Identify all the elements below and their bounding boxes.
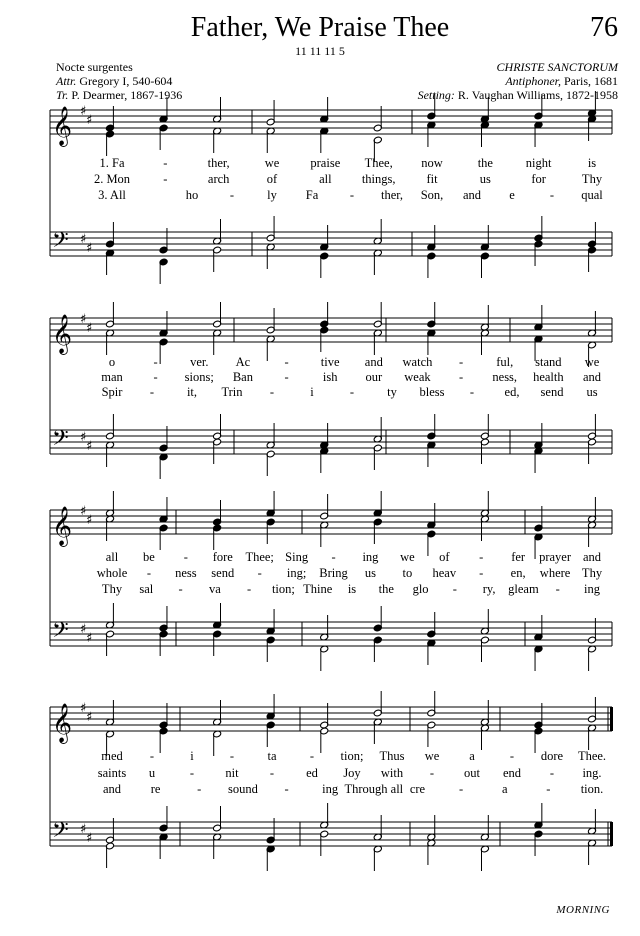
- lyric-syllable: saints: [97, 766, 127, 780]
- lyric-syllable: ho: [185, 188, 199, 202]
- lyric-syllable: ta: [267, 749, 277, 763]
- sharp-icon: ♯: [80, 232, 87, 247]
- lyric-syllable: dore: [540, 749, 564, 763]
- lyric-syllable: -: [229, 188, 235, 202]
- lyric-syllable: a: [501, 782, 508, 796]
- lyric-syllable: tion.: [580, 782, 604, 796]
- credit-line: Nocte surgentes: [56, 60, 133, 74]
- lyric-syllable: ty: [387, 385, 397, 399]
- lyric-syllable: ing: [584, 582, 600, 596]
- lyric-syllable: a: [469, 749, 475, 763]
- lyric-syllable: -: [257, 566, 262, 580]
- lyric-syllable: -: [349, 188, 355, 202]
- lyric-syllable: -: [163, 156, 168, 170]
- lyric-syllable: for: [531, 172, 546, 186]
- lyric-syllable: us: [586, 385, 598, 399]
- lyric-syllable: and: [582, 370, 602, 384]
- lyric-syllable: med: [101, 749, 123, 763]
- credit-line: Antiphoner, Paris, 1681: [505, 74, 618, 88]
- lyric-syllable: cre: [409, 782, 426, 796]
- lyric-syllable: ful,: [496, 355, 514, 369]
- lyric-syllable: ing;: [286, 566, 307, 580]
- lyric-syllable: -: [546, 782, 551, 796]
- lyric-syllable: ing.: [582, 766, 602, 780]
- lyric-syllable: Thee;: [245, 550, 274, 564]
- lyric-syllable: us: [479, 172, 491, 186]
- lyric-syllable: praise: [310, 156, 341, 170]
- bass-clef-icon: 𝄢: [52, 228, 69, 258]
- treble-clef-icon: 𝄞: [52, 506, 73, 546]
- lyric-syllable: -: [247, 582, 252, 596]
- lyric-syllable: -: [153, 370, 158, 384]
- lyric-syllable: is: [347, 582, 357, 596]
- lyric-syllable: qual: [581, 188, 603, 202]
- lyric-syllable: i: [310, 385, 314, 399]
- lyric-syllable: weak: [404, 370, 431, 384]
- sharp-icon: ♯: [86, 831, 93, 846]
- lyric-syllable: -: [458, 355, 464, 369]
- lyric-syllable: -: [284, 370, 289, 384]
- lyric-syllable: Thee.: [577, 749, 607, 763]
- lyric-syllable: -: [183, 550, 188, 564]
- bass-clef-icon: 𝄢: [52, 618, 69, 648]
- lyric-syllable: now: [421, 156, 443, 170]
- lyric-syllable: end: [502, 766, 522, 780]
- sharp-icon: ♯: [86, 113, 93, 128]
- lyric-syllable: i: [190, 749, 194, 763]
- lyric-syllable: Bring: [319, 566, 348, 580]
- treble-clef-icon: 𝄞: [52, 106, 73, 146]
- lyric-syllable: -: [149, 749, 155, 763]
- lyric-syllable: things,: [361, 172, 396, 186]
- lyric-syllable: with: [380, 766, 404, 780]
- lyric-syllable: ry,: [482, 582, 496, 596]
- credit-line: Setting: R. Vaughan Williams, 1872-1958: [417, 88, 618, 102]
- lyric-syllable: ness,: [492, 370, 518, 384]
- lyric-syllable: -: [549, 766, 555, 780]
- sharp-icon: ♯: [80, 622, 87, 637]
- lyric-syllable: and: [102, 782, 122, 796]
- sharp-icon: ♯: [80, 701, 87, 716]
- lyric-syllable: we: [584, 355, 600, 369]
- treble-clef-icon: 𝄞: [52, 703, 73, 743]
- lyric-syllable: arch: [207, 172, 230, 186]
- lyric-syllable: and: [582, 550, 602, 564]
- final-barline: [610, 822, 613, 846]
- lyric-syllable: ther,: [380, 188, 404, 202]
- sharp-icon: ♯: [86, 439, 93, 454]
- lyric-syllable: -: [331, 550, 336, 564]
- lyric-syllable: stand: [535, 355, 562, 369]
- lyric-syllable: re: [150, 782, 161, 796]
- lyric-syllable: fit: [426, 172, 438, 186]
- lyric-syllable: it,: [186, 385, 198, 399]
- lyric-syllable: our: [365, 370, 383, 384]
- sharp-icon: ♯: [86, 631, 93, 646]
- lyric-syllable: e: [509, 188, 515, 202]
- lyric-syllable: and: [364, 355, 383, 369]
- lyric-syllable: -: [163, 172, 168, 186]
- lyric-syllable: glo: [412, 582, 429, 596]
- lyric-syllable: -: [555, 582, 560, 596]
- lyric-syllable: en,: [510, 566, 526, 580]
- lyric-syllable: Son,: [420, 188, 444, 202]
- lyric-syllable: send: [540, 385, 564, 399]
- lyric-syllable: Fa: [305, 188, 319, 202]
- lyric-syllable: Thine: [303, 582, 333, 596]
- lyric-syllable: -: [479, 550, 484, 564]
- lyric-syllable: -: [229, 749, 235, 763]
- lyric-syllable: nit: [225, 766, 239, 780]
- sharp-icon: ♯: [86, 321, 93, 336]
- sharp-icon: ♯: [86, 513, 93, 528]
- lyric-syllable: to: [402, 566, 413, 580]
- bass-clef-icon: 𝄢: [52, 818, 69, 848]
- lyric-syllable: -: [469, 385, 475, 399]
- lyric-syllable: -: [429, 766, 435, 780]
- lyric-syllable: whole: [96, 566, 128, 580]
- lyric-syllable: Thee,: [364, 156, 393, 170]
- lyric-syllable: ed: [306, 766, 318, 780]
- lyric-syllable: 3. All: [98, 188, 126, 202]
- lyric-syllable: the: [378, 582, 394, 596]
- credit-line: Attr. Gregory I, 540-604: [56, 74, 173, 88]
- lyric-syllable: bless: [419, 385, 445, 399]
- sharp-icon: ♯: [86, 710, 93, 725]
- tune-name-note: MORNING: [556, 904, 610, 916]
- lyric-syllable: ness: [175, 566, 197, 580]
- lyric-syllable: -: [309, 749, 315, 763]
- lyric-syllable: sound: [227, 782, 258, 796]
- credit-line: Tr. P. Dearmer, 1867-1936: [56, 88, 183, 102]
- lyric-syllable: -: [509, 749, 515, 763]
- lyric-syllable: sions;: [184, 370, 214, 384]
- sharp-icon: ♯: [80, 104, 87, 119]
- lyric-syllable: Thy: [101, 582, 123, 596]
- lyric-syllable: Thy: [581, 172, 603, 186]
- lyric-syllable: man: [101, 370, 123, 384]
- lyric-syllable: be: [143, 550, 155, 564]
- lyric-syllable: -: [458, 370, 464, 384]
- treble-clef-icon: 𝄞: [52, 314, 73, 354]
- lyric-syllable: Thus: [379, 749, 405, 763]
- lyric-syllable: -: [452, 582, 457, 596]
- lyric-syllable: va: [208, 582, 221, 596]
- lyric-syllable: -: [349, 385, 355, 399]
- lyric-syllable: we: [264, 156, 280, 170]
- lyric-syllable: ing: [362, 550, 379, 564]
- lyric-syllable: ish: [322, 370, 338, 384]
- lyric-syllable: and: [462, 188, 482, 202]
- sharp-icon: ♯: [80, 312, 87, 327]
- lyric-syllable: o: [108, 355, 116, 369]
- lyric-syllable: ver.: [190, 355, 209, 369]
- lyric-syllable: tion;: [271, 582, 295, 596]
- lyric-syllable: we: [400, 550, 415, 564]
- lyric-syllable: Ban: [232, 370, 253, 384]
- lyric-syllable: us: [364, 566, 377, 580]
- lyric-syllable: ther,: [207, 156, 230, 170]
- lyric-syllable: tive: [320, 355, 340, 369]
- meter: 11 11 11 5: [295, 44, 345, 58]
- lyric-syllable: Through all: [344, 782, 404, 796]
- lyric-syllable: out: [464, 766, 480, 780]
- lyric-syllable: -: [458, 782, 464, 796]
- lyric-syllable: of: [439, 550, 450, 564]
- lyric-syllable: all: [319, 172, 332, 186]
- lyric-syllable: is: [587, 156, 597, 170]
- lyric-syllable: -: [153, 355, 158, 369]
- lyric-syllable: -: [146, 566, 152, 580]
- lyric-syllable: -: [189, 766, 195, 780]
- lyric-syllable: heav: [432, 566, 457, 580]
- sharp-icon: ♯: [86, 241, 93, 256]
- lyric-syllable: -: [479, 566, 484, 580]
- lyric-syllable: fer: [511, 550, 526, 564]
- lyric-syllable: Ac: [235, 355, 251, 369]
- lyric-syllable: sal: [139, 582, 154, 596]
- lyric-syllable: -: [284, 355, 289, 369]
- lyric-syllable: fore: [212, 550, 233, 564]
- lyric-syllable: tion;: [340, 749, 364, 763]
- lyric-syllable: Thy: [581, 566, 603, 580]
- lyric-syllable: gleam: [508, 582, 539, 596]
- hymn-number: 76: [590, 12, 618, 43]
- sharp-icon: ♯: [80, 430, 87, 445]
- lyric-syllable: prayer: [539, 550, 572, 564]
- bass-clef-icon: 𝄢: [52, 426, 69, 456]
- lyric-syllable: ly: [267, 188, 277, 202]
- lyric-syllable: -: [269, 766, 275, 780]
- lyric-syllable: night: [525, 156, 552, 170]
- lyric-syllable: of: [266, 172, 278, 186]
- lyric-syllable: Sing: [285, 550, 309, 564]
- lyric-syllable: send: [211, 566, 235, 580]
- sharp-icon: ♯: [80, 822, 87, 837]
- sharp-icon: ♯: [80, 504, 87, 519]
- lyric-syllable: ed,: [504, 385, 520, 399]
- lyric-syllable: -: [197, 782, 202, 796]
- lyric-syllable: u: [148, 766, 156, 780]
- hymn-title: Father, We Praise Thee: [190, 12, 450, 43]
- lyric-syllable: 1. Fa: [99, 156, 125, 170]
- lyric-syllable: -: [149, 385, 155, 399]
- lyric-syllable: where: [539, 566, 571, 580]
- lyric-syllable: the: [477, 156, 493, 170]
- final-barline: [610, 707, 613, 731]
- lyric-syllable: 2. Mon: [93, 172, 131, 186]
- lyric-syllable: Spir: [101, 385, 123, 399]
- credit-line: CHRISTE SANCTORUM: [496, 60, 618, 74]
- lyric-syllable: Joy: [343, 766, 361, 780]
- lyric-syllable: all: [105, 550, 119, 564]
- lyric-syllable: -: [284, 782, 289, 796]
- lyric-syllable: health: [533, 370, 564, 384]
- lyric-syllable: watch: [402, 355, 433, 369]
- lyric-syllable: -: [178, 582, 183, 596]
- lyric-syllable: ing: [322, 782, 339, 796]
- lyric-syllable: -: [549, 188, 555, 202]
- lyric-syllable: Trin: [221, 385, 243, 399]
- lyric-syllable: -: [269, 385, 275, 399]
- lyric-syllable: we: [424, 749, 440, 763]
